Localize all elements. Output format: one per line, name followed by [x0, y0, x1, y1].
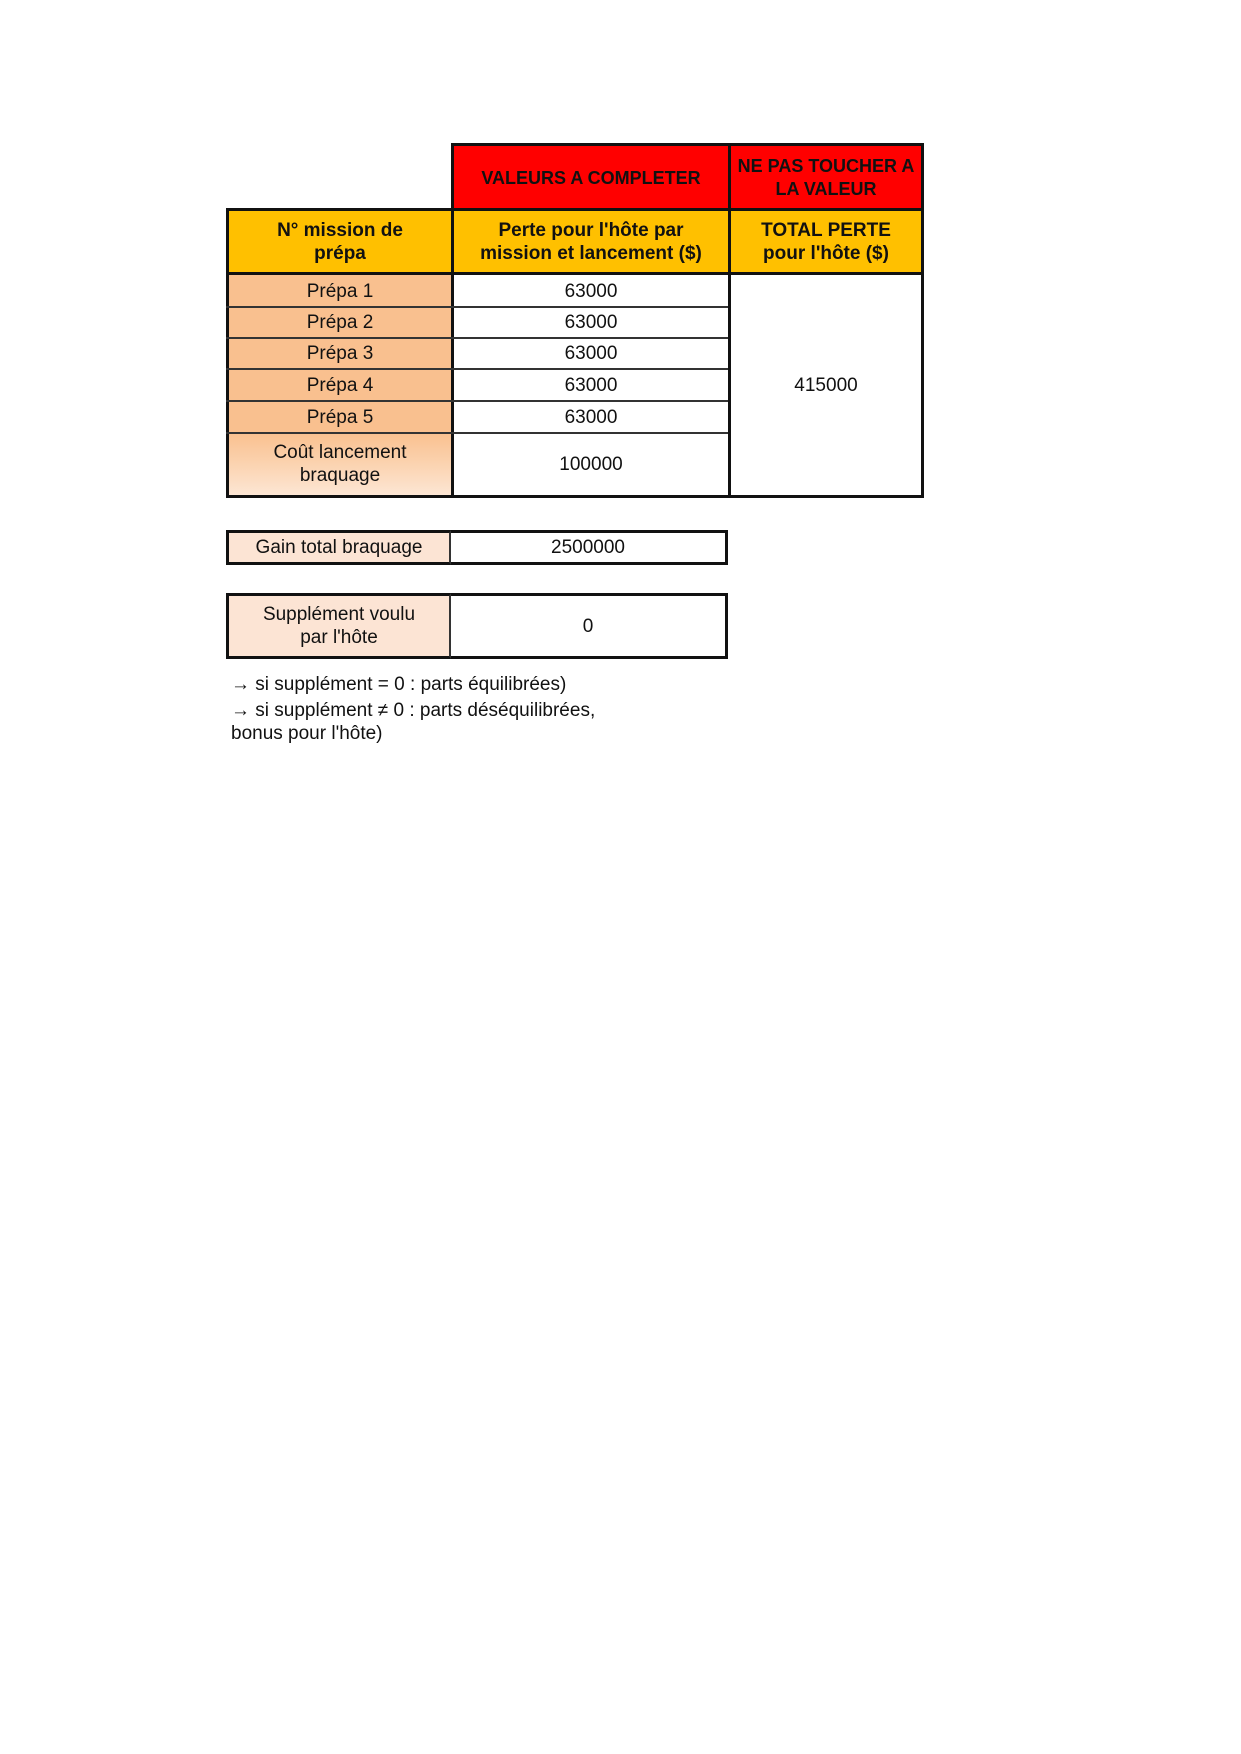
total-loss-value: 415000 — [728, 275, 924, 498]
row-label-launch-cost: Coût lancement braquage — [226, 433, 451, 498]
row-divider — [226, 306, 728, 308]
row-divider — [226, 337, 728, 339]
note-line-1: → si supplément = 0 : parts équilibrées) — [231, 674, 567, 695]
gain-value[interactable]: 2500000 — [451, 530, 728, 565]
gain-label: Gain total braquage — [226, 530, 451, 565]
row-label-prepa-2: Prépa 2 — [226, 307, 451, 338]
row-divider — [226, 432, 728, 434]
row-divider — [226, 368, 728, 370]
row-value-prepa-5[interactable]: 63000 — [451, 401, 728, 433]
supplement-label: Supplément voulu par l'hôte — [226, 593, 451, 659]
row-divider — [226, 400, 728, 402]
supplement-value[interactable]: 0 — [451, 593, 728, 659]
row-label-prepa-1: Prépa 1 — [226, 275, 451, 307]
column-header-total-loss: TOTAL PERTE pour l'hôte ($) — [728, 208, 924, 275]
row-value-prepa-4[interactable]: 63000 — [451, 369, 728, 401]
values-to-complete-header: VALEURS A COMPLETER — [451, 143, 728, 210]
note-line-3: bonus pour l'hôte) — [231, 723, 383, 744]
row-value-prepa-3[interactable]: 63000 — [451, 338, 728, 369]
row-value-launch-cost[interactable]: 100000 — [451, 433, 728, 498]
column-header-loss-per-mission: Perte pour l'hôte par mission et lancement ($) — [451, 208, 728, 275]
column-header-mission: N° mission de prépa — [226, 208, 451, 275]
do-not-touch-header: NE PAS TOUCHER A LA VALEUR — [728, 143, 924, 210]
row-value-prepa-2[interactable]: 63000 — [451, 307, 728, 338]
row-label-prepa-4: Prépa 4 — [226, 369, 451, 401]
row-label-prepa-5: Prépa 5 — [226, 401, 451, 433]
row-label-prepa-3: Prépa 3 — [226, 338, 451, 369]
row-value-prepa-1[interactable]: 63000 — [451, 275, 728, 307]
note-line-2: → si supplément ≠ 0 : parts déséquilibrées, — [231, 700, 596, 721]
